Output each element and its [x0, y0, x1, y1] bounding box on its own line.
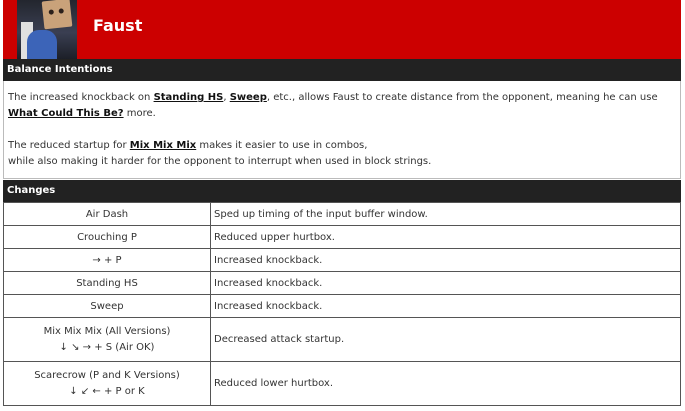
table-row — [4, 203, 681, 226]
move-name: → + P — [4, 249, 211, 272]
table-row — [4, 226, 681, 249]
move-name: Standing HS — [4, 272, 211, 295]
move-name: Scarecrow (P and K Versions) — [34, 369, 180, 381]
link-what-could-this-be[interactable]: What Could This Be? — [8, 108, 124, 119]
move-name: Air Dash — [4, 203, 211, 226]
move-name: Mix Mix Mix (All Versions) — [43, 325, 171, 337]
move-input: ↓ ↙ ← + P or K — [69, 385, 145, 397]
change-description: Increased knockback. — [211, 249, 681, 272]
table-row — [4, 272, 681, 295]
link-standing-hs[interactable]: Standing HS — [153, 92, 224, 103]
change-description: Decreased attack startup. — [211, 318, 681, 362]
text: more. — [123, 108, 156, 119]
table-row — [4, 362, 681, 406]
table-row — [4, 249, 681, 272]
move-name: Crouching P — [4, 226, 211, 249]
link-sweep[interactable]: Sweep — [229, 92, 267, 103]
changes-table — [3, 202, 681, 406]
change-description: Increased knockback. — [211, 295, 681, 318]
change-description: Increased knockback. — [211, 272, 681, 295]
table-row — [4, 295, 681, 318]
move-cell — [4, 362, 211, 406]
text: The increased knockback on — [8, 92, 154, 103]
character-header — [3, 0, 681, 59]
balance-intentions-box — [3, 81, 681, 179]
move-cell — [4, 318, 211, 362]
section-heading-balance: Balance Intentions — [3, 59, 681, 81]
page-title: Faust — [93, 16, 143, 35]
character-portrait — [17, 0, 77, 59]
change-description: Reduced upper hurtbox. — [211, 226, 681, 249]
text: , — [223, 92, 230, 103]
text: The reduced startup for — [8, 140, 130, 151]
section-heading-changes: Changes — [3, 180, 681, 202]
link-mix-mix-mix[interactable]: Mix Mix Mix — [129, 140, 197, 151]
text: makes it easier to use in combos, — [196, 140, 368, 151]
text: , etc., allows Faust to create distance from the opponent, meaning he can use — [266, 92, 658, 103]
change-description: Reduced lower hurtbox. — [211, 362, 681, 406]
table-row — [4, 318, 681, 362]
move-input: ↓ ↘ → + S (Air OK) — [59, 341, 155, 353]
text: while also making it harder for the opponent to interrupt when used in block strings. — [8, 156, 432, 167]
balance-paragraph-2 — [8, 138, 672, 170]
change-description: Sped up timing of the input buffer window. — [211, 203, 681, 226]
balance-paragraph-1 — [8, 90, 672, 122]
move-name: Sweep — [4, 295, 211, 318]
